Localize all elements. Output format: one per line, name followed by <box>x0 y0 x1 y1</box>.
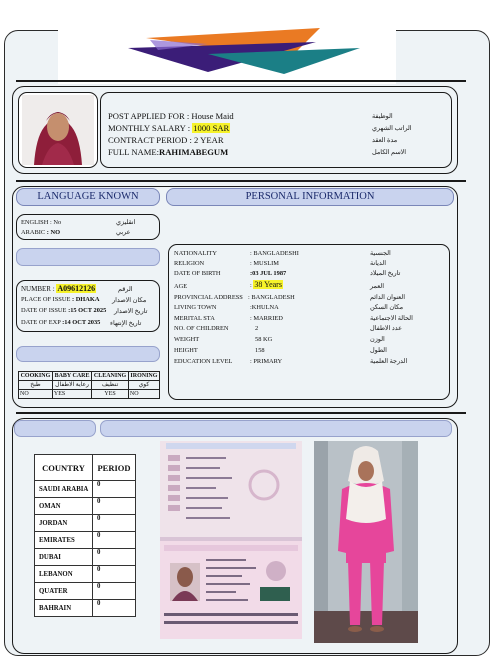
applicant-photo <box>22 95 94 165</box>
salary-row: MONTHLY SALARY : 1000 SAR <box>108 123 230 133</box>
middle-divider <box>16 180 466 182</box>
header-divider <box>16 80 466 82</box>
skill-header-cooking: COOKING <box>19 372 53 381</box>
language-english-ar: انقليزي <box>116 219 136 226</box>
salary-value: 1000 SAR <box>193 123 230 133</box>
weight-ar: الوزن <box>370 336 385 343</box>
passport-section-header <box>16 248 160 266</box>
children-value: 2 <box>255 325 259 332</box>
full-name-ar: الاسم الكامل <box>372 149 407 156</box>
religion-value: : MUSLIM <box>250 260 279 267</box>
passport-number-row: NUMBER : A09612126 <box>21 284 96 293</box>
weight-label: WEIGHT <box>174 336 200 343</box>
skill-header-cleaning: CLEANING <box>92 372 129 381</box>
age-value-row: : 38 Years <box>250 280 282 289</box>
photos-section-header <box>100 420 452 437</box>
weight-value: 58 KG <box>255 336 273 343</box>
age-value: 38 Years <box>254 280 282 289</box>
passport-number-value: A09612126 <box>57 284 96 293</box>
bottom-divider <box>16 412 466 414</box>
children-ar: عدد الاطفال <box>370 325 402 332</box>
personal-info-header: PERSONAL INFORMATION <box>166 188 454 206</box>
period-header: PERIOD <box>93 455 136 481</box>
skill-header-ironing: IRONING <box>128 372 159 381</box>
provincial-address-label: PROVINCIAL ADDRESS <box>174 294 243 301</box>
table-row: LEBANON 0 <box>35 566 136 583</box>
salary-ar: الراتب الشهري <box>372 125 412 132</box>
skill-value-cooking: NO <box>19 390 53 399</box>
skills-section-header <box>16 346 160 362</box>
language-known-header: LANGUAGE KNOWN <box>16 188 160 206</box>
living-town-ar: مكان السكن <box>370 304 404 311</box>
education-label: EDUCATION LEVEL <box>174 358 233 365</box>
skill-ar-cooking: طبخ <box>19 381 53 390</box>
experience-section-header <box>14 420 96 437</box>
provincial-address-value: : BANGLADESH <box>248 294 295 301</box>
contract-ar: مدة العقد <box>372 137 398 144</box>
date-of-birth-ar: تاريخ الميلاد <box>370 270 401 277</box>
skill-value-cleaning: YES <box>92 390 129 399</box>
date-of-expiry-ar: تاريخ الإنتهاء <box>110 320 142 327</box>
education-value: : PRIMARY <box>250 358 283 365</box>
living-town-value: :KHULNA <box>250 304 279 311</box>
language-row-english: ENGLISH : No <box>21 219 62 226</box>
marital-status-value: : MARRIED <box>250 315 283 322</box>
marital-status-ar: الحالة الاجتماعية <box>370 315 413 322</box>
table-row: SAUDI ARABIA 0 <box>35 481 136 498</box>
skill-value-baby-care: YES <box>52 390 91 399</box>
nationality-label: NATIONALITY <box>174 250 217 257</box>
contract-row: CONTRACT PERIOD : 2 YEAR <box>108 135 224 145</box>
religion-label: RELIGION <box>174 260 205 267</box>
full-name-row: FULL NAME:RAHIMABEGUM <box>108 147 229 157</box>
skill-value-ironing: NO <box>128 390 159 399</box>
table-row: EMIRATES 0 <box>35 532 136 549</box>
age-ar: العمر <box>370 283 385 290</box>
height-label: HEIGHT <box>174 347 198 354</box>
skills-table <box>18 371 160 399</box>
post-applied-ar: الوظيفة <box>372 113 393 120</box>
table-row: OMAN 0 <box>35 498 136 515</box>
skill-ar-cleaning: تنظيف <box>92 381 129 390</box>
nationality-ar: الجنسية <box>370 250 391 257</box>
table-row: QUATER 0 <box>35 583 136 600</box>
nationality-value: : BANGLADESHI <box>250 250 299 257</box>
education-ar: الدرجة العلمية <box>370 358 408 365</box>
passport-number-ar: الرقم <box>118 286 133 293</box>
language-arabic-ar: عربي <box>116 229 131 236</box>
height-ar: الطول <box>370 347 387 354</box>
skill-ar-ironing: كوي <box>128 381 159 390</box>
marital-status-label: MERITAL STA <box>174 315 215 322</box>
agency-logo <box>58 14 396 84</box>
date-of-birth-value: :03 JUL 1987 <box>250 270 287 277</box>
provincial-address-ar: العنوان الدائم <box>370 294 405 301</box>
place-of-issue-row: PLACE OF ISSUE : DHAKA <box>21 296 100 303</box>
children-label: NO. OF CHILDREN <box>174 325 229 332</box>
experience-table <box>34 454 136 617</box>
height-value: 158 <box>255 347 265 354</box>
religion-ar: الديانة <box>370 260 387 267</box>
place-of-issue-ar: مكان الاصدار <box>112 297 147 304</box>
post-applied-row: POST APPLIED FOR : House Maid <box>108 111 234 121</box>
table-row: JORDAN 0 <box>35 515 136 532</box>
skill-ar-baby-care: رعاية الاطفال <box>52 381 91 390</box>
skill-header-baby-care: BABY CARE <box>52 372 91 381</box>
date-of-issue-row: DATE OF ISSUE :15 OCT 2025 <box>21 307 107 314</box>
date-of-expiry-row: DATE OF EXP :14 OCT 2035 <box>21 319 101 326</box>
living-town-label: LIVING TOWN <box>174 304 217 311</box>
full-body-photo <box>314 441 418 643</box>
passport-scan-image <box>160 441 302 639</box>
age-label: AGE <box>174 283 188 290</box>
country-header: COUNTRY <box>35 455 93 481</box>
table-row: DUBAI 0 <box>35 549 136 566</box>
table-row: BAHRAIN 0 <box>35 600 136 617</box>
full-name-value: RAHIMABEGUM <box>159 147 229 157</box>
date-of-issue-ar: تاريخ الاصدار <box>114 308 148 315</box>
date-of-birth-label: DATE OF BIRTH <box>174 270 221 277</box>
language-row-arabic: ARABIC : NO <box>21 229 61 236</box>
